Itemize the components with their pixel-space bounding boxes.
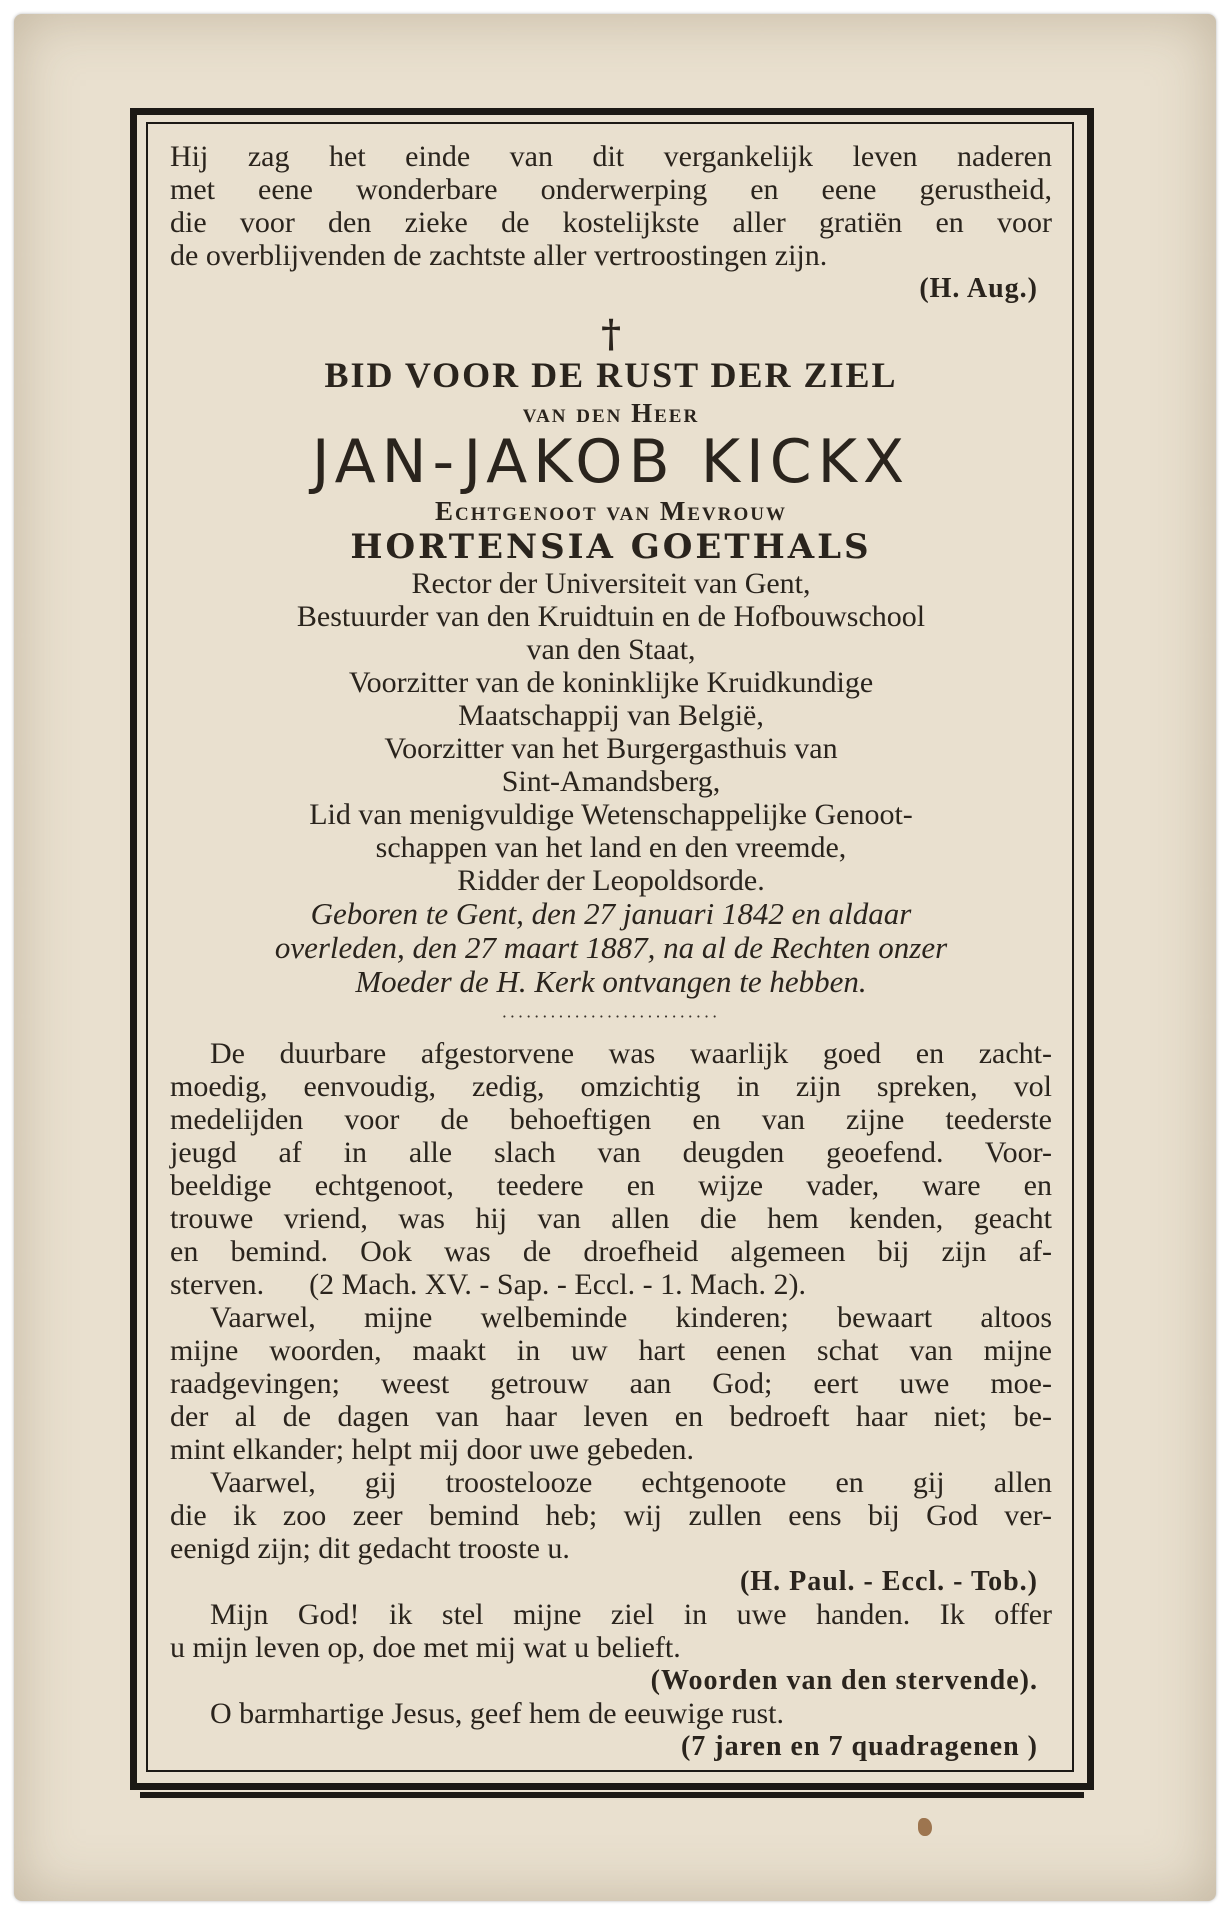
title-line: Sint-Amandsberg,	[501, 765, 721, 798]
bottom-rule	[140, 1792, 1084, 1798]
farewell-children-line: mint elkander; helpt mij door uwe gebeden.	[170, 1433, 695, 1466]
last-words-line: u mijn leven op, doe met mij wat u belieft.	[170, 1631, 681, 1664]
title-line: Ridder der Leopoldsorde.	[457, 864, 765, 897]
eulogy-line: De duurbare afgestorvene was waarlijk goed en zacht-	[210, 1037, 1052, 1070]
farewell-spouse-line: Vaarwel, gij troostelooze echtgenoote en gij allen	[210, 1466, 1052, 1499]
eulogy-line: beeldige echtgenoot, teedere en wijze vader, ware en	[170, 1169, 1052, 1202]
eulogy-line: sterven. (2 Mach. XV. - Sap. - Eccl. - 1. Mach. 2).	[170, 1268, 806, 1301]
life-dates	[170, 897, 1052, 999]
cross-icon: †	[601, 311, 621, 356]
indulgence-citation: (7 jaren en 7 quadragenen )	[680, 1731, 1038, 1762]
ink-stain	[918, 1818, 932, 1836]
epigraph-line: Hij zag het einde van dit vergankelijk leven naderen	[170, 140, 1052, 173]
farewell-children-line: raadgevingen; weest getrouw aan God; eert uwe moe-	[170, 1367, 1052, 1400]
farewell-children-line: Vaarwel, mijne welbeminde kinderen; bewaart altoos	[210, 1301, 1052, 1334]
title-line: Bestuurder van den Kruidtuin en de Hofbouwschool	[296, 600, 926, 633]
title-line: Lid van menigvuldige Wetenschappelijke Genoot-	[309, 798, 913, 831]
life-dates-line: overleden, den 27 maart 1887, na al de Rechten onzer	[274, 930, 948, 965]
epigraph	[170, 140, 1052, 272]
titles-list	[170, 567, 1052, 897]
eulogy-line: moedig, eenvoudig, zedig, omzichtig in zijn spreken, vol	[170, 1070, 1052, 1103]
spouse-name: HORTENSIA GOETHALS	[350, 527, 872, 567]
closing-prayer	[170, 1697, 1052, 1730]
title-line: Voorzitter van de koninklijke Kruidkundige	[348, 666, 874, 699]
farewell-spouse-line: die ik zoo zeer bemind heb; wij zullen eens bij God ver-	[170, 1499, 1052, 1532]
last-words-line: Mijn God! ik stel mijne ziel in uwe handen. Ik offer	[210, 1598, 1052, 1631]
farewell-children-line: der al de dagen van haar leven en bedroeft haar niet; be-	[170, 1400, 1052, 1433]
epigraph-line: de overblijvenden de zachtste aller vertroostingen zijn.	[170, 239, 828, 272]
title-line: Rector der Universiteit van Gent,	[411, 567, 811, 600]
title-line: Maatschappij van België,	[458, 699, 764, 732]
last-words-citation: (Woorden van den stervende).	[650, 1665, 1038, 1696]
title-line: schappen van het land en den vreemde,	[375, 831, 847, 864]
farewell-children-line: mijne woorden, maakt in uw hart eenen schat van mijne	[170, 1334, 1052, 1367]
card-content	[170, 140, 1052, 1763]
closing-prayer-line: O barmhartige Jesus, geef hem de eeuwige rust.	[210, 1697, 784, 1730]
epigraph-line: die voor den zieke de kostelijkste aller gratiën en voor	[170, 206, 1052, 239]
farewell-spouse-line: eenigd zijn; dit gedacht trooste u.	[170, 1532, 570, 1565]
life-dates-line: Geboren te Gent, den 27 januari 1842 en aldaar	[310, 896, 912, 931]
title-line: van den Staat,	[526, 633, 696, 666]
eulogy-line: en bemind. Ook was de droefheid algemeen bij zijn af-	[170, 1235, 1052, 1268]
epigraph-line: met eene wonderbare onderwerping en eene gerustheid,	[170, 173, 1052, 206]
eulogy-line: trouwe vriend, was hij van allen die hem kenden, geacht	[170, 1202, 1052, 1235]
life-dates-line: Moeder de H. Kerk ontvangen te hebben.	[355, 964, 867, 999]
dotted-separator: ···························	[501, 1007, 721, 1026]
eulogy-line: jeugd af in alle slach van deugden geoefend. Voor-	[170, 1136, 1052, 1169]
eulogy-line: medelijden voor de behoeftigen en van zijne teederste	[170, 1103, 1052, 1136]
last-words	[170, 1598, 1052, 1664]
title-line: Voorzitter van het Burgergasthuis van	[384, 732, 838, 765]
epigraph-citation: (H. Aug.)	[919, 273, 1038, 304]
spouse-label: Echtgenoot van Mevrouw	[435, 496, 787, 526]
prayer-heading: BID VOOR DE RUST DER ZIEL	[324, 355, 898, 395]
eulogy	[170, 1037, 1052, 1301]
deceased-name: JAN-JAKOB KICKX	[311, 427, 911, 497]
subheading: van den Heer	[522, 398, 700, 428]
farewell-children	[170, 1301, 1052, 1466]
farewell-spouse-citation: (H. Paul. - Eccl. - Tob.)	[739, 1566, 1038, 1597]
farewell-spouse	[170, 1466, 1052, 1565]
